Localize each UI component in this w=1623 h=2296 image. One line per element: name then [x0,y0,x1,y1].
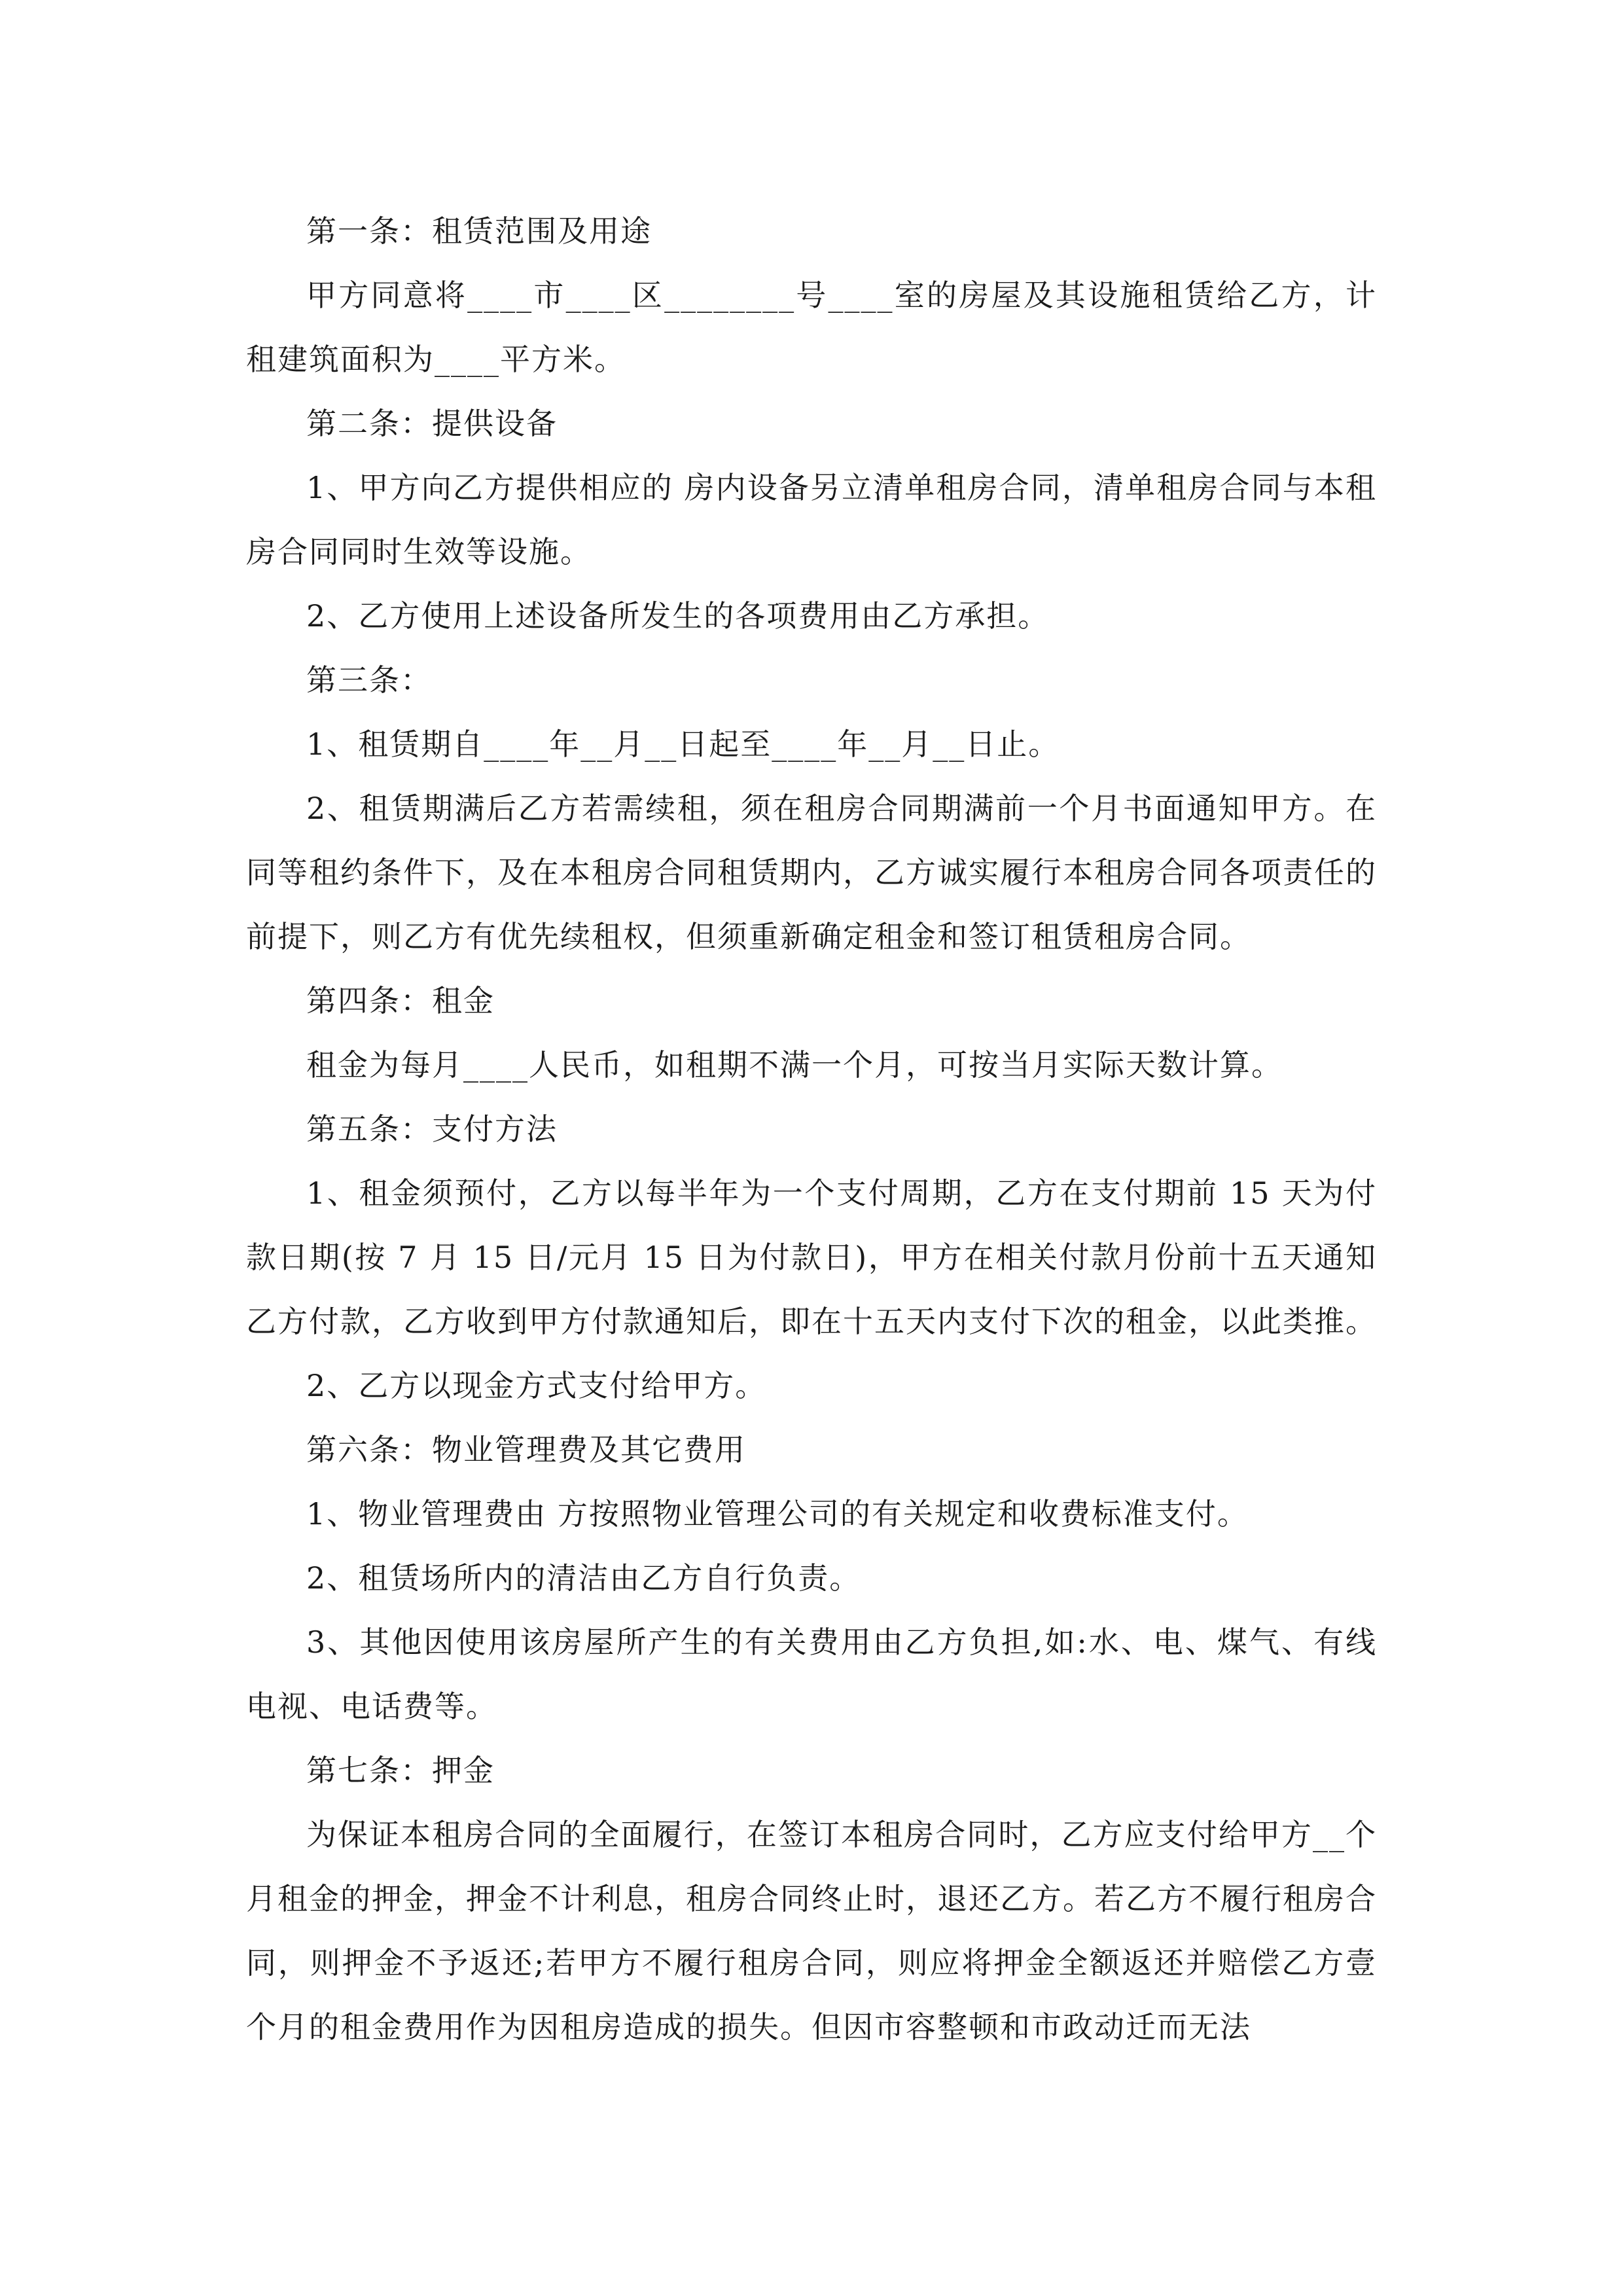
contract-body [246,199,1377,2059]
clause-2-item-1: 1、甲方向乙方提供相应的 房内设备另立清单租房合同，清单租房合同与本租房合同同时生效等设施。 [246,470,1377,569]
clause-4-text: 租金为每月____人民币，如租期不满一个月，可按当月实际天数计算。 [306,1047,1283,1083]
clause-7-heading: 第七条：押金 [306,1753,495,1788]
clause-7-text: 为保证本租房合同的全面履行，在签订本租房合同时，乙方应支付给甲方__个月租金的押金，押金不计利息，租房合同终止时，退还乙方。若乙方不履行租房合同，则押金不予返还;若甲方不履行租房合同，则应将押金全额返还并赔偿乙方壹个月的租金费用作为因租房造成的损失。但因市容整顿和市政动迁而无法 [246,1817,1377,2045]
clause-5-heading: 第五条：支付方法 [306,1111,558,1147]
clause-3-heading: 第三条： [306,662,432,698]
clause-5-item-2: 2、乙方以现金方式支付给甲方。 [306,1368,767,1403]
clause-2-item-2: 2、乙方使用上述设备所发生的各项费用由乙方承担。 [306,598,1050,634]
clause-6-item-1: 1、物业管理费由 方按照物业管理公司的有关规定和收费标准支付。 [306,1496,1249,1532]
clause-6-heading: 第六条：物业管理费及其它费用 [306,1432,746,1467]
clause-6-item-3: 3、其他因使用该房屋所产生的有关费用由乙方负担,如:水、电、煤气、有线电视、电话费等。 [246,1624,1377,1724]
clause-3-item-1: 1、租赁期自____年__月__日起至____年__月__日止。 [306,726,1060,762]
clause-3-item-2: 2、租赁期满后乙方若需续租，须在租房合同期满前一个月书面通知甲方。在同等租约条件下，及在本租房合同租赁期内，乙方诚实履行本租房合同各项责任的前提下，则乙方有优先续租权，但须重新确定租金和签订租赁租房合同。 [246,791,1377,954]
clause-5-item-1: 1、租金须预付，乙方以每半年为一个支付周期，乙方在支付期前 15 天为付款日期(按 7 月 15 日/元月 15 日为付款日)，甲方在相关付款月份前十五天通知乙方付款，乙方收到甲方付款通知后，即在十五天内支付下次的租金，以此类推。 [246,1175,1377,1339]
clause-2-heading: 第二条：提供设备 [306,406,558,441]
clause-1-text: 甲方同意将____市____区________号____室的房屋及其设施租赁给乙方，计租建筑面积为____平方米。 [246,278,1377,377]
clause-4-heading: 第四条：租金 [306,983,495,1018]
clause-1-heading: 第一条：租赁范围及用途 [306,213,652,249]
clause-6-item-2: 2、租赁场所内的清洁由乙方自行负责。 [306,1560,861,1596]
